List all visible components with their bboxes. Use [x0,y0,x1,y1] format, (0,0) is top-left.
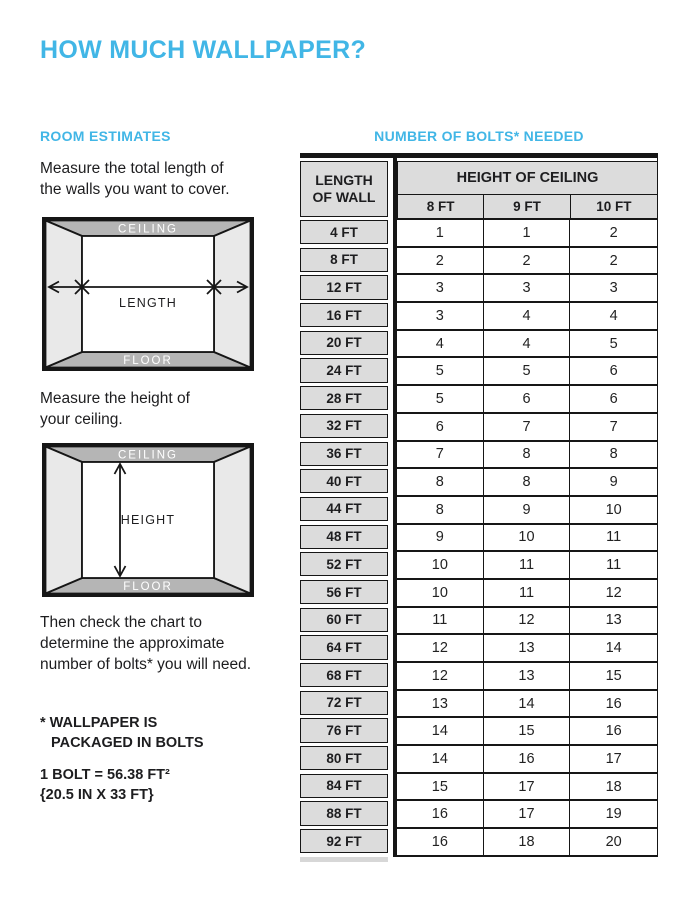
bolts-value-cell: 11 [484,580,571,608]
bolts-value-cell: 6 [570,386,657,414]
page-title: HOW MUCH WALLPAPER? [40,36,367,64]
bolts-value-cell: 16 [397,829,484,857]
bolts-value-cell: 7 [570,414,657,442]
bolts-value-cell: 10 [397,552,484,580]
step1-instructions [40,158,276,200]
wall-length-cell: 16 FT [300,303,388,327]
bolts-value-cell: 2 [570,220,657,248]
bolts-value-cell: 1 [397,220,484,248]
bolts-value-cell: 14 [570,635,657,663]
bolts-value-cell: 3 [570,275,657,303]
bolts-value-cell: 7 [484,414,571,442]
wall-length-cell: 44 FT [300,497,388,521]
bolts-value-cell: 11 [570,525,657,553]
bolts-value-cell: 4 [484,303,571,331]
bolts-value-cell: 5 [397,386,484,414]
bolts-value-cell: 15 [397,774,484,802]
step3-line1: Then check the chart to [40,614,202,631]
step3-line3: number of bolts* you will need. [40,656,252,673]
bolts-value-cell: 18 [484,829,571,857]
table-divider-bar [388,158,397,857]
bolt-dimensions: {20.5 IN X 33 FT} [40,787,154,803]
back-wall [82,236,214,352]
bolts-value-cell: 11 [570,552,657,580]
room-estimates-heading: ROOM ESTIMATES [40,128,171,144]
wall-length-cell: 8 FT [300,248,388,272]
bolts-value-cell: 10 [397,580,484,608]
bolts-value-cell: 7 [397,442,484,470]
room-length-diagram [42,217,254,371]
bolts-value-cell: 12 [397,663,484,691]
bolts-value-cell: 9 [397,525,484,553]
bolts-value-cell: 6 [397,414,484,442]
bolts-value-cell: 10 [484,525,571,553]
bolts-value-cell: 14 [397,746,484,774]
left-wall [46,221,83,368]
bolts-value-cell: 9 [570,469,657,497]
bolts-value-cell: 8 [397,469,484,497]
wall-length-cell: 76 FT [300,718,388,742]
wall-length-cell: 20 FT [300,331,388,355]
bolts-value-cell: 8 [484,442,571,470]
right-wall [214,447,251,594]
bolts-needed-section [300,128,658,857]
wall-length-cells [300,220,388,857]
bolts-value-cell: 17 [484,774,571,802]
wall-length-cell: 12 FT [300,275,388,299]
wall-length-cell: 60 FT [300,608,388,632]
wall-length-cell: 56 FT [300,580,388,604]
length-label: LENGTH [119,296,177,310]
ceiling-height-columns [397,158,658,857]
bolts-value-cell: 6 [484,386,571,414]
bolts-value-cell: 1 [484,220,571,248]
bolts-value-cell: 2 [397,248,484,276]
bolts-value-cell: 3 [397,275,484,303]
bolts-value-cell: 12 [570,580,657,608]
bolts-value-cell: 8 [397,497,484,525]
step2-line2: your ceiling. [40,411,123,428]
bolts-value-cell: 8 [570,442,657,470]
wall-length-cell: 72 FT [300,691,388,715]
bolts-value-cell: 11 [484,552,571,580]
room-estimates-section [40,128,276,805]
bolts-value-cell: 13 [397,691,484,719]
wall-length-cell: 4 FT [300,220,388,244]
bolts-value-cell: 19 [570,801,657,829]
bolts-value-cell: 5 [397,358,484,386]
bolts-value-cell: 15 [484,718,571,746]
floor-label: FLOOR [123,355,173,367]
ceiling-label: CEILING [117,449,179,462]
step3-line2: determine the approximate [40,635,225,652]
bolts-value-cell: 4 [484,331,571,359]
step2-line1: Measure the height of [40,390,190,407]
bolts-table-body [397,220,657,857]
bolts-value-cell: 15 [570,663,657,691]
bolts-value-cell: 16 [570,718,657,746]
footnote-line2: PACKAGED IN BOLTS [51,735,204,751]
col-header-10ft: 10 FT [596,199,632,214]
col-header-9ft: 9 FT [484,195,570,218]
bolts-value-cell: 2 [484,248,571,276]
bolts-value-cell: 10 [570,497,657,525]
bolts-value-cell: 12 [484,608,571,636]
wall-length-cell: 24 FT [300,358,388,382]
wall-length-cell: 40 FT [300,469,388,493]
bolts-table [300,153,658,857]
right-wall [214,221,251,368]
wall-length-cell: 48 FT [300,525,388,549]
bolts-value-cell: 13 [570,608,657,636]
bolts-value-cell: 11 [397,608,484,636]
floor-label: FLOOR [123,581,173,593]
bolt-size-info [40,765,276,805]
bolts-value-cell: 3 [397,303,484,331]
bolts-value-cell: 4 [570,303,657,331]
wall-length-cell: 28 FT [300,386,388,410]
wall-length-cell: 68 FT [300,663,388,687]
ceiling-height-subheader [397,195,657,220]
bolts-value-cell: 17 [570,746,657,774]
bolts-value-cell: 5 [570,331,657,359]
step3-instructions [40,612,276,675]
bolts-value-cell: 8 [484,469,571,497]
room-height-diagram [42,443,254,597]
bolts-value-cell: 14 [397,718,484,746]
bolts-value-cell: 20 [570,829,657,857]
bolt-equation: 1 BOLT = 56.38 FT² [40,767,170,783]
wall-length-cell: 32 FT [300,414,388,438]
wall-length-cell: 36 FT [300,442,388,466]
height-of-ceiling-header: HEIGHT OF CEILING [397,161,657,195]
bolts-value-cell: 16 [484,746,571,774]
bolts-value-cell: 14 [484,691,571,719]
step2-instructions [40,388,276,430]
wall-length-cell: 80 FT [300,746,388,770]
wall-length-cell: 64 FT [300,635,388,659]
bolts-value-cell: 16 [397,801,484,829]
step1-line2: the walls you want to cover. [40,181,230,198]
length-of-wall-header [300,161,388,217]
bolts-value-cell: 16 [570,691,657,719]
left-wall [46,447,83,594]
wall-length-column [300,158,388,857]
wall-length-cell: 88 FT [300,801,388,825]
bolts-value-cell: 13 [484,635,571,663]
corner-header-line2: OF WALL [312,189,376,205]
height-label: HEIGHT [120,513,176,527]
col-header-8ft: 8 FT [398,195,484,218]
bolts-value-cell: 17 [484,801,571,829]
corner-header-line1: LENGTH [315,172,373,188]
bolts-value-cell: 4 [397,331,484,359]
ceiling-label: CEILING [117,223,179,236]
bolts-value-cell: 2 [570,248,657,276]
bolts-value-cell: 18 [570,774,657,802]
bolts-value-cell: 13 [484,663,571,691]
bolts-value-cell: 9 [484,497,571,525]
bolts-value-cell: 6 [570,358,657,386]
wall-length-cell: 92 FT [300,829,388,853]
footnote-line1: * WALLPAPER IS [40,715,158,731]
bolts-table-heading: NUMBER OF BOLTS* NEEDED [374,128,584,144]
bolts-value-cell: 3 [484,275,571,303]
bolts-value-cell: 5 [484,358,571,386]
step1-line1: Measure the total length of [40,160,224,177]
bolts-value-cell: 12 [397,635,484,663]
wall-length-cell: 84 FT [300,774,388,798]
wall-length-cell: 52 FT [300,552,388,576]
wallpaper-footnote [40,713,276,753]
